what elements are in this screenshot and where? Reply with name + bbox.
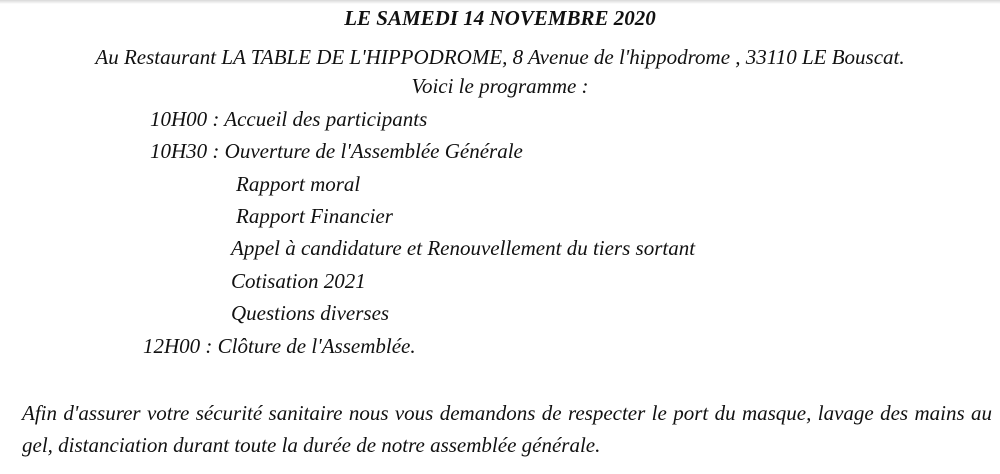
program-item-candidacy: Appel à candidature et Renouvellement du tiers sortant xyxy=(231,236,696,260)
cropped-previous-line xyxy=(0,0,1000,4)
location-line: Au Restaurant LA TABLE DE L'HIPPODROME, 8 Avenue de l'hippodrome , 33110 LE Bouscat. xyxy=(95,45,905,69)
program-item-opening: 10H30 : Ouverture de l'Assemblée Générale xyxy=(150,139,523,163)
program-item-moral-report: Rapport moral xyxy=(236,172,361,196)
program-item-questions: Questions diverses xyxy=(231,301,390,325)
document-date-heading: LE SAMEDI 14 NOVEMBRE 2020 xyxy=(344,6,656,30)
program-item-membership-fee: Cotisation 2021 xyxy=(231,269,366,293)
sanitary-notice: Afin d'assurer votre sécurité sanitaire nous vous demandons de respecter le port du masque, lavage des mains au gel, distanciation durant toute la durée de notre assemblée générale. xyxy=(22,401,992,457)
program-item-closing: 12H00 : Clôture de l'Assemblée. xyxy=(143,334,416,358)
program-item-welcome: 10H00 : Accueil des participants xyxy=(150,107,428,131)
program-intro: Voici le programme : xyxy=(411,74,589,98)
program-item-financial-report: Rapport Financier xyxy=(236,204,393,228)
